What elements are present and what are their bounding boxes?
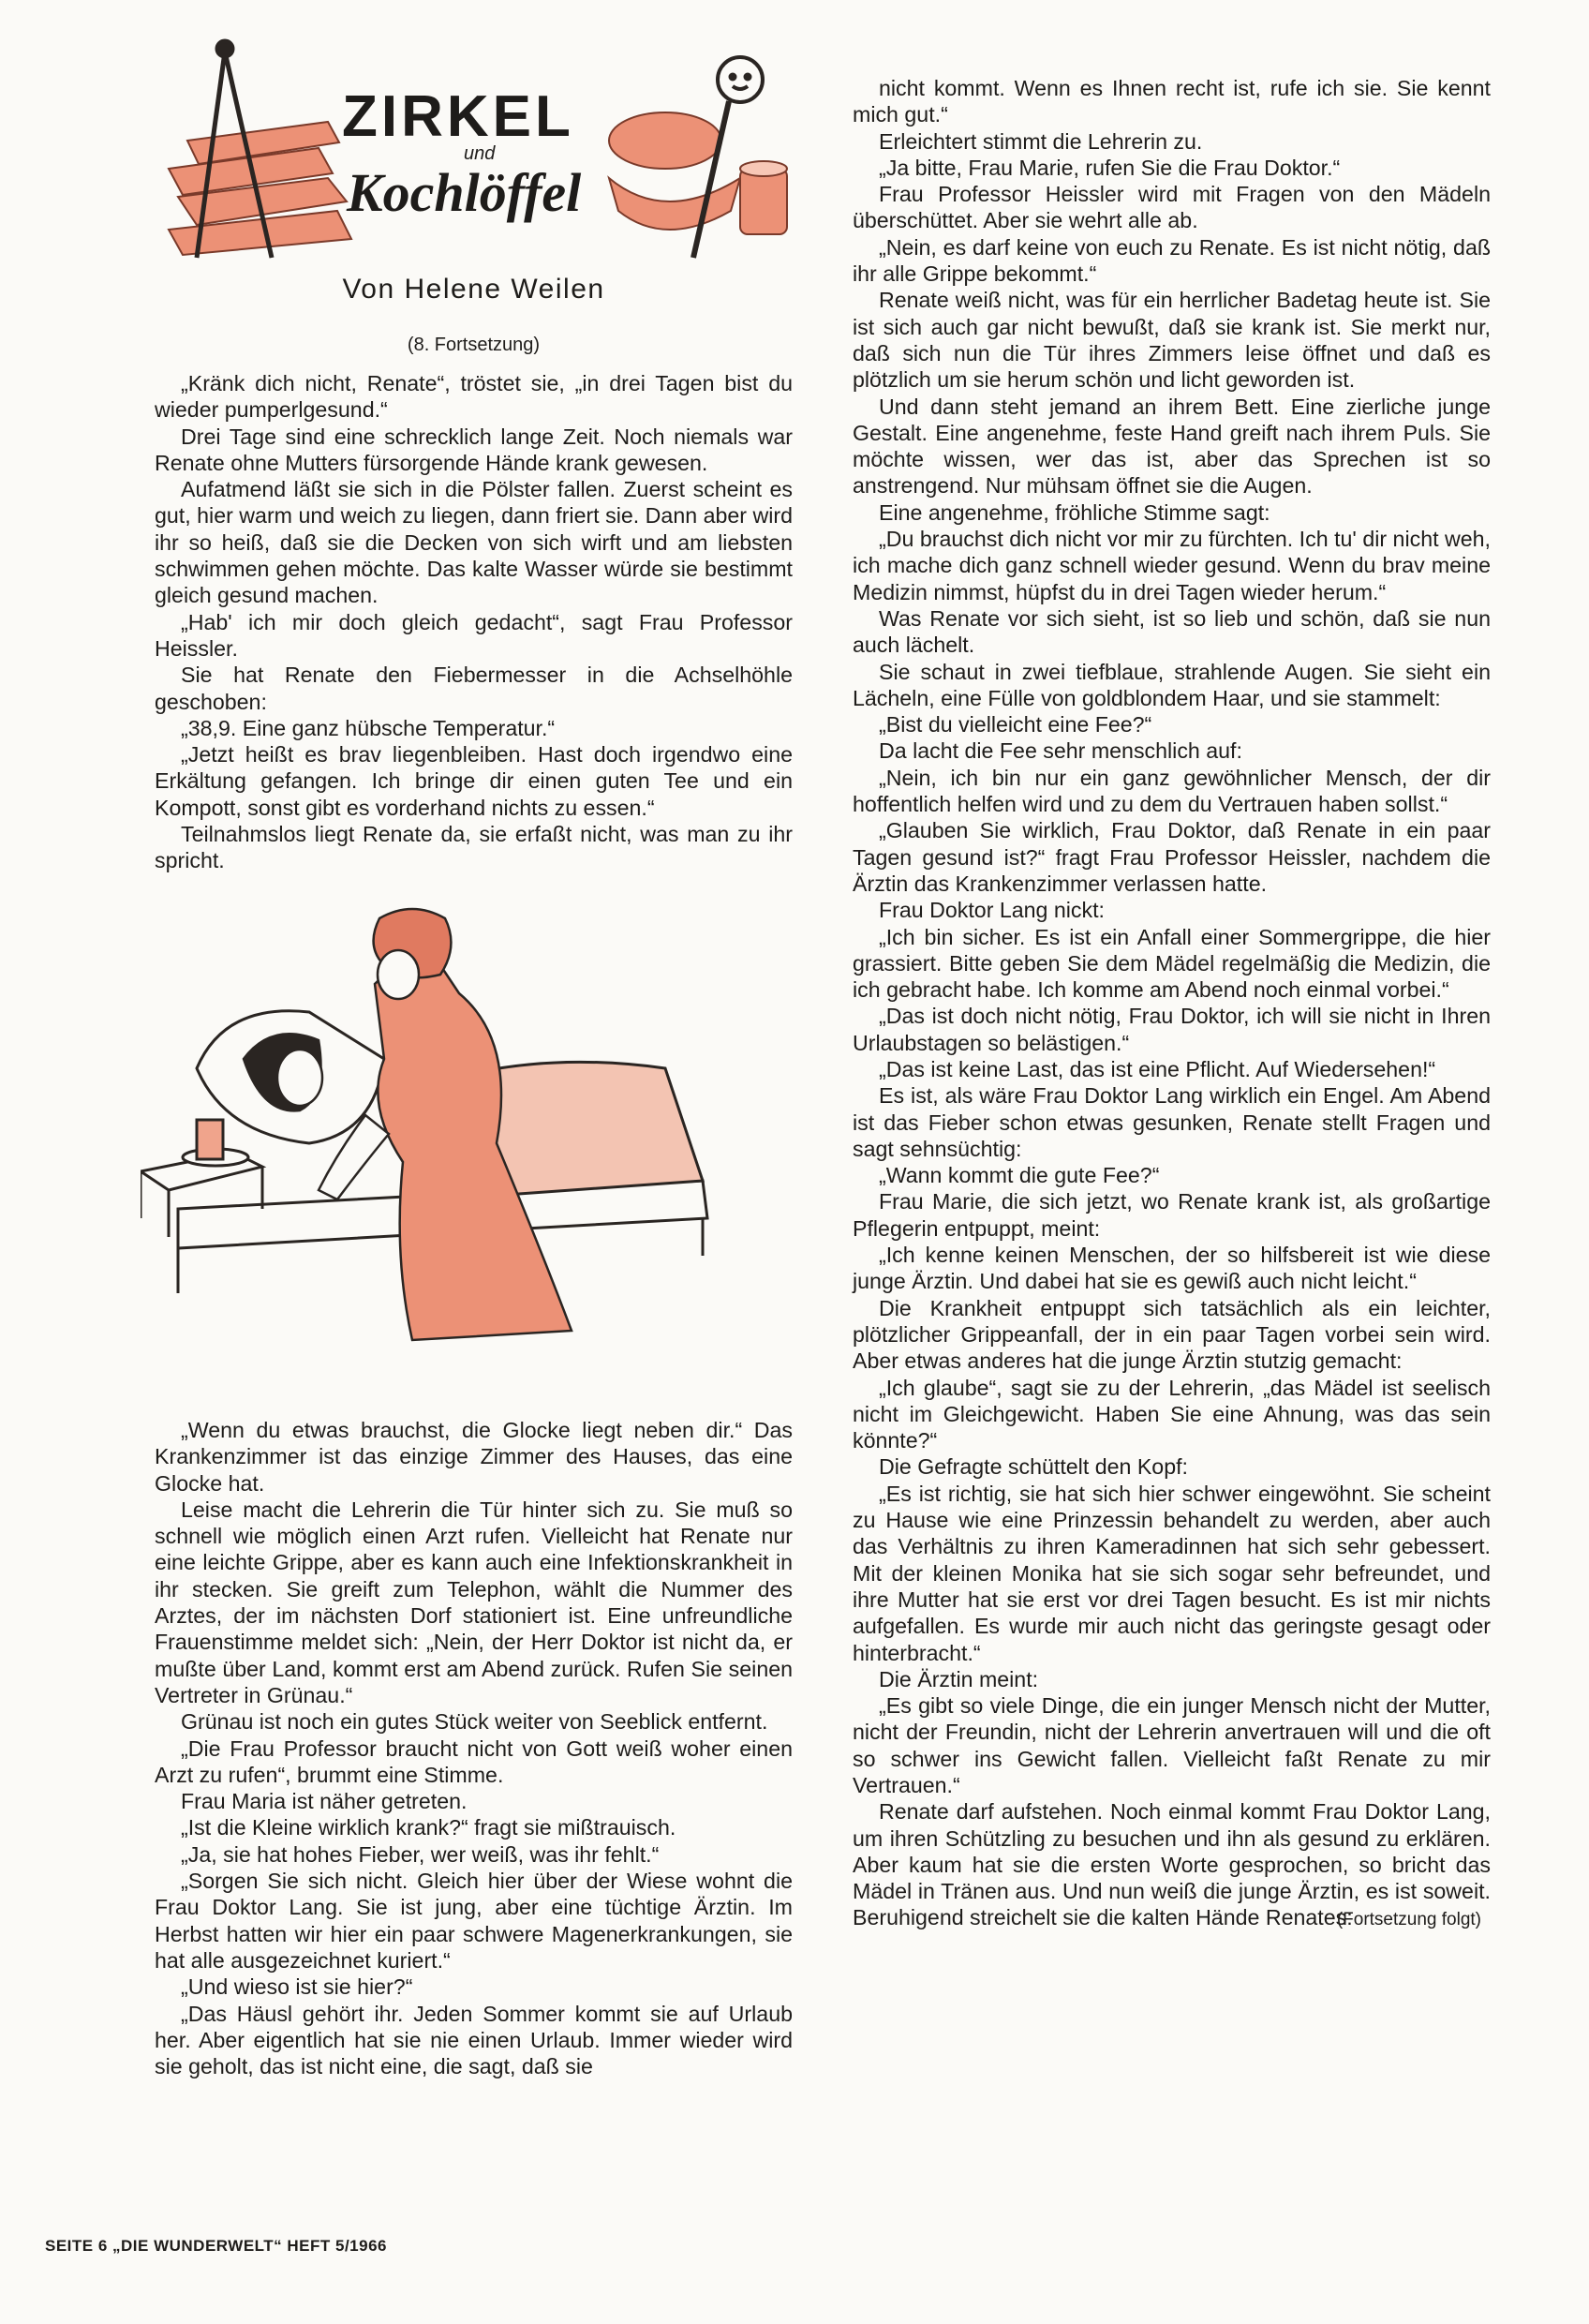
paragraph: nicht kommt. Wenn es Ihnen recht ist, rufe ich sie. Sie kennt mich gut.“ — [853, 76, 1491, 127]
paragraph: Teilnahmslos liegt Renate da, sie erfaßt nicht, was man zu ihr spricht. — [155, 822, 793, 873]
paragraph: Drei Tage sind eine schrecklich lange Zeit. Noch niemals war Renate ohne Mutters fürsorgende Hände krank gewesen. — [155, 424, 793, 475]
paragraph: „Ja bitte, Frau Marie, rufen Sie die Frau Doktor.“ — [879, 155, 1341, 180]
paragraph: Es ist, als wäre Frau Doktor Lang wirklich ein Engel. Am Abend ist das Fieber schon etwas gesunken, Renate stellt Fragen und sagt sehnsüchtig: — [853, 1083, 1491, 1161]
paragraph: „38,9. Eine ganz hübsche Temperatur.“ — [181, 715, 556, 740]
paragraph: „Kränk dich nicht, Renate“, tröstet sie, „in drei Tagen bist du wieder pumperlgesund.“ — [155, 371, 793, 423]
paragraph: „Es ist richtig, sie hat sich hier schwer eingewöhnt. Sie scheint zu Hause wie eine Prinzessin behandelt zu werden, aber auch das Verhältnis zu ihren Kameradinnen hat sich sehr gebessert. Mit der kleinen Monika hat sie sich sogar sehr befreundet, und ihre Mutter hat sie erst vor drei Tagen besucht. Es ist mir nichts aufgefallen. Es wurde mir auch nicht das geringste gesagt oder hinterbracht.“ — [853, 1481, 1491, 1665]
paragraph: Die Krankheit entpuppt sich tatsächlich als ein leichter, plötzlicher Grippeanfall, der in ein paar Tagen vorbei sein wird. Aber etwas anderes hat die junge Ärztin stutzig gemacht: — [853, 1295, 1491, 1374]
paragraph: Renate darf aufstehen. Noch einmal kommt Frau Doktor Lang, um ihren Schützling zu besuchen und ihn als gesund zu erklären. Aber kaum hat sie die ersten Worte gesprochen, so bricht das Mädel in Tränen aus. Und nun weiß die junge Ärztin, es ist soweit. Beruhigend streichelt sie die kalten Hände Renates: — [853, 1799, 1491, 1930]
paragraph: Sie schaut in zwei tiefblaue, strahlende Augen. Sie sieht ein Lächeln, eine Fülle von goldblondem Haar, und sie stammelt: — [853, 659, 1491, 710]
paragraph: Frau Doktor Lang nickt: — [879, 898, 1106, 923]
right-column-text — [853, 75, 1491, 1933]
logo-word-und: und — [464, 143, 496, 164]
paragraph: „Hab' ich mir doch gleich gedacht“, sagt Frau Professor Heissler. — [155, 609, 793, 661]
bedside-illustration — [141, 900, 721, 1368]
paragraph: Frau Maria ist näher getreten. — [181, 1789, 468, 1814]
paragraph: „Ich kenne keinen Menschen, der so hilfsbereit ist wie diese junge Ärztin. Und dabei hat sie es gewiß auch nicht leicht.“ — [853, 1243, 1491, 1294]
paragraph: „Jetzt heißt es brav liegenbleiben. Hast doch irgendwo eine Erkältung gefangen. Ich bringe dir einen guten Tee und ein Kompott, sonst gibt es vorderhand nichts zu essen.“ — [155, 742, 793, 820]
paragraph: „Nein, es darf keine von euch zu Renate. Es ist nicht nötig, daß ihr alle Grippe bekommt.“ — [853, 234, 1491, 287]
books-stack — [169, 122, 351, 255]
logo-word-zirkel: ZIRKEL — [342, 84, 574, 149]
paragraph: „Und wieso ist sie hier?“ — [181, 1974, 413, 2000]
paragraph: Leise macht die Lehrerin die Tür hinter sich zu. Sie muß so schnell wie möglich einen Arzt rufen. Vielleicht hat Renate nur eine leichte Grippe, aber es kann auch eine Infektionskrankheit in ihr stecken. Sie greift zum Telephon, wählt die Nummer des Arztes, der im nächsten Dorf stationiert ist. Eine unfreundliche Frauenstimme meldet sich: „Nein, der Herr Doktor ist nicht da, er mußte über Land, kommt erst am Abend zurück. Rufen Sie seinen Vertreter in Grünau.“ — [155, 1497, 793, 1707]
episode-number: (8. Fortsetzung) — [407, 335, 541, 355]
paragraph: Die Ärztin meint: — [879, 1666, 1039, 1691]
logo-text — [342, 84, 582, 223]
page-footer: SEITE 6 „DIE WUNDERWELT“ HEFT 5/1966 — [45, 2237, 387, 2255]
paragraph: Was Renate vor sich sieht, ist so lieb und schön, daß sie nun auch lächelt. — [853, 605, 1491, 658]
paragraph: „Ich glaube“, sagt sie zu der Lehrerin, „das Mädel ist seelisch nicht im Gleichgewicht. Haben Sie eine Ahnung, was das sein könnte?“ — [853, 1375, 1491, 1453]
paragraph: „Glauben Sie wirklich, Frau Doktor, daß Renate in ein paar Tagen gesund ist?“ fragt Frau Professor Heissler, nachdem die Ärztin das Krankenzimmer verlassen hatte. — [853, 818, 1491, 896]
paragraph: „Wann kommt die gute Fee?“ — [879, 1163, 1160, 1188]
paragraph: „Du brauchst dich nicht vor mir zu fürchten. Ich tu' dir nicht weh, ich mache dich ganz schnell wieder gesund. Wenn du brav meine Medizin nimmst, hüpfst du in drei Tagen wieder herum.“ — [853, 527, 1491, 604]
paragraph: „Sorgen Sie sich nicht. Gleich hier über der Wiese wohnt die Frau Doktor Lang. Sie ist jung, aber eine tüchtige Ärztin. Im Herbst hatten wir hier ein paar schwere Magenerkrankungen, sie hat alle ausgezeichnet kuriert.“ — [155, 1869, 793, 1973]
byline: Von Helene Weilen — [342, 274, 605, 305]
paragraph: „Es gibt so viele Dinge, die ein junger Mensch nicht der Mutter, nicht der Freundin, nicht der Lehrerin anvertrauen will und die oft so schwer ins Gewicht fallen. Vielleicht faßt Renate zu mir Vertrauen.“ — [853, 1693, 1491, 1797]
left-column-text — [155, 370, 793, 874]
paragraph: „Ich bin sicher. Es ist ein Anfall einer Sommergrippe, die hier grassiert. Bitte geben Sie dem Mädel regelmäßig die Medizin, die ich gebracht habe. Ich komme am Abend noch einmal vorbei.“ — [853, 924, 1491, 1003]
paragraph: Frau Professor Heissler wird mit Fragen von den Mädeln überschüttet. Aber sie wehrt alle ab. — [853, 182, 1491, 233]
paragraph: „Das ist keine Last, das ist eine Pflicht. Auf Wiedersehen!“ — [879, 1056, 1436, 1081]
left-column-text-continued — [155, 1417, 793, 2079]
paragraph: Aufatmend läßt sie sich in die Pölster fallen. Zuerst scheint es gut, hier warm und weich zu liegen, dann friert sie. Dann aber wird ihr so heiß, daß sie die Decken von sich wirft und am liebsten schwimmen gehen möchte. Das kalte Wasser würde sie bestimmt gleich gesund machen. — [155, 477, 793, 608]
paragraph: „Ja, sie hat hohes Fieber, wer weiß, was ihr fehlt.“ — [181, 1841, 660, 1867]
paragraph: „Bist du vielleicht eine Fee?“ — [879, 712, 1152, 737]
paragraph: „Das Häusl gehört ihr. Jeden Sommer kommt sie auf Urlaub her. Aber eigentlich hat sie nie einen Urlaub. Immer wieder wird sie geholt, das ist nicht eine, die sagt, daß sie — [155, 2001, 793, 2079]
pottery — [609, 112, 787, 234]
paragraph: Die Gefragte schüttelt den Kopf: — [879, 1454, 1188, 1480]
paragraph: „Nein, ich bin nur ein ganz gewöhnlicher Mensch, der dir hoffentlich helfen wird und zu dem du Vertrauen haben sollst.“ — [853, 765, 1491, 817]
paragraph: „Das ist doch nicht nötig, Frau Doktor, ich will sie nicht in Ihren Urlaubstagen so belästigen.“ — [853, 1004, 1491, 1055]
continued-note: (Fortsetzung folgt) — [1336, 1909, 1481, 1929]
paragraph: Da lacht die Fee sehr menschlich auf: — [879, 738, 1242, 764]
paragraph: Renate weiß nicht, was für ein herrlicher Badetag heute ist. Sie ist sich auch gar nicht bewußt, daß sie krank ist. Sie merkt nur, daß sich nun die Tür ihres Zimmers leise öffnet und daß es plötzlich um sie herum schön und licht geworden ist. — [853, 288, 1491, 393]
paragraph: Frau Marie, die sich jetzt, wo Renate krank ist, als großartige Pflegerin entpuppt, meint: — [853, 1189, 1491, 1241]
paragraph: Erleichtert stimmt die Lehrerin zu. — [879, 128, 1203, 154]
paragraph: Eine angenehme, fröhliche Stimme sagt: — [879, 499, 1270, 525]
header-illustration — [141, 37, 815, 272]
paragraph: „Ist die Kleine wirklich krank?“ fragt sie mißtrauisch. — [181, 1815, 676, 1840]
logo-word-kochloeffel: Kochlöffel — [347, 162, 582, 223]
paragraph: Grünau ist noch ein gutes Stück weiter von Seeblick entfernt. — [181, 1709, 768, 1735]
paragraph: Sie hat Renate den Fiebermesser in die Achselhöhle geschoben: — [155, 663, 793, 714]
paragraph: Und dann steht jemand an ihrem Bett. Eine zierliche junge Gestalt. Eine angenehme, feste Hand greift nach ihrem Puls. Sie möchte wissen, wer das ist, aber das Sprechen ist so anstrengend. Nur mühsam öffnet sie die Augen. — [853, 394, 1491, 499]
paragraph: „Die Frau Professor braucht nicht von Gott weiß woher einen Arzt zu rufen“, brummt eine Stimme. — [155, 1736, 793, 1787]
paragraph: „Wenn du etwas brauchst, die Glocke liegt neben dir.“ Das Krankenzimmer ist das einzige Zimmer des Hauses, das eine Glocke hat. — [155, 1418, 793, 1496]
